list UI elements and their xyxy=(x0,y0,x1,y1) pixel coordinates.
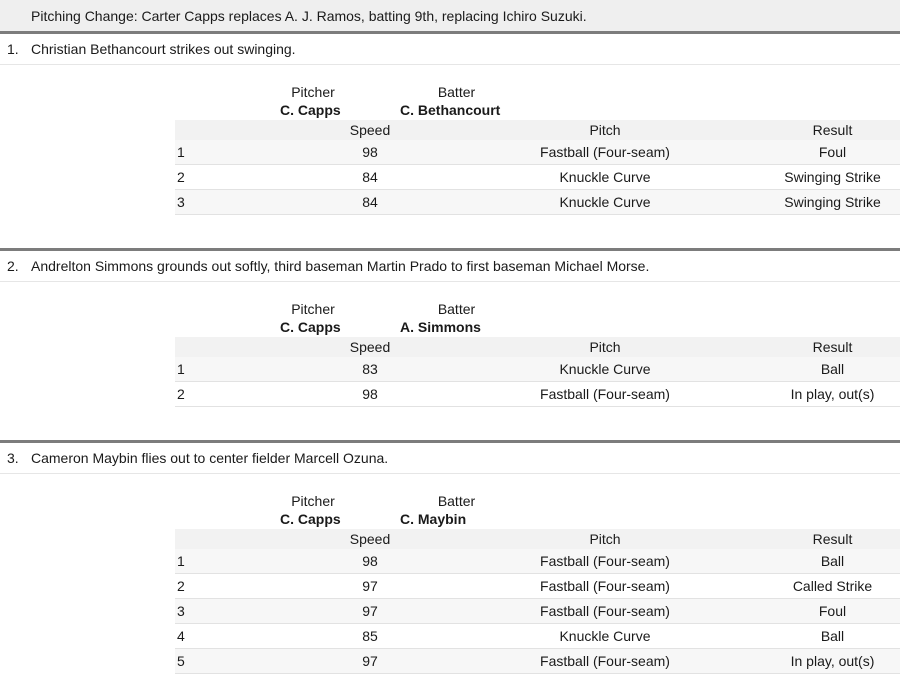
pitch-speed: 97 xyxy=(295,574,445,599)
pitch-header: Pitch xyxy=(445,120,765,140)
pitch-result: Ball xyxy=(765,357,900,382)
pitch-row xyxy=(175,357,900,382)
pitch-type: Knuckle Curve xyxy=(445,165,765,190)
pitch-speed: 84 xyxy=(295,165,445,190)
pitching-change-text: Pitching Change: Carter Capps replaces A. J. Ramos, batting 9th, replacing Ichiro Suzuki. xyxy=(31,7,587,24)
pitch-result: In play, out(s) xyxy=(765,382,900,407)
at-bat-block xyxy=(0,34,900,251)
pitcher-name: C. Capps xyxy=(280,319,341,335)
pitch-row xyxy=(175,574,900,599)
pitch-number: 2 xyxy=(175,382,295,407)
pitch-result: Swinging Strike xyxy=(765,165,900,190)
speed-header: Speed xyxy=(295,120,445,140)
batter-info xyxy=(400,83,513,120)
at-bat-description: Andrelton Simmons grounds out softly, third baseman Martin Prado to first baseman Michael Morse. xyxy=(31,258,650,274)
batter-info xyxy=(400,300,513,337)
result-header: Result xyxy=(765,120,900,140)
pitch-speed: 97 xyxy=(295,649,445,674)
pitch-type: Fastball (Four-seam) xyxy=(445,140,765,165)
batter-name: C. Maybin xyxy=(400,511,467,527)
pitch-number: 1 xyxy=(175,357,295,382)
pitch-speed: 97 xyxy=(295,599,445,624)
batter-label: Batter xyxy=(437,301,476,317)
pitch-speed: 98 xyxy=(295,382,445,407)
pitch-number-header xyxy=(175,120,295,140)
pitch-number: 2 xyxy=(175,165,295,190)
pitch-number: 1 xyxy=(175,549,295,574)
pitch-type: Fastball (Four-seam) xyxy=(445,649,765,674)
pitch-number: 5 xyxy=(175,649,295,674)
batter-info xyxy=(400,492,513,529)
pitch-number: 2 xyxy=(175,574,295,599)
batter-label: Batter xyxy=(437,84,476,100)
block-spacer xyxy=(0,407,900,440)
pitch-header: Pitch xyxy=(445,529,765,549)
pitch-result: Ball xyxy=(765,549,900,574)
pitch-result: Called Strike xyxy=(765,574,900,599)
pitcher-label: Pitcher xyxy=(291,301,335,317)
matchup xyxy=(0,492,900,529)
pitch-type: Fastball (Four-seam) xyxy=(445,574,765,599)
pitch-number-header xyxy=(175,529,295,549)
at-bat-block xyxy=(0,251,900,443)
pitch-result: Foul xyxy=(765,140,900,165)
at-bat-number: 3. xyxy=(7,450,19,466)
pitch-result: Foul xyxy=(765,599,900,624)
pitch-speed: 85 xyxy=(295,624,445,649)
pitch-speed: 98 xyxy=(295,140,445,165)
pitch-number: 4 xyxy=(175,624,295,649)
at-bat-block xyxy=(0,443,900,674)
speed-header: Speed xyxy=(295,337,445,357)
at-bat-description: Christian Bethancourt strikes out swinging. xyxy=(31,41,296,57)
result-header: Result xyxy=(765,337,900,357)
pitcher-info xyxy=(280,300,400,337)
pitch-row xyxy=(175,549,900,574)
pitcher-label: Pitcher xyxy=(291,493,335,509)
pitch-table-header xyxy=(175,337,900,357)
pitch-type: Knuckle Curve xyxy=(445,190,765,215)
pitcher-info xyxy=(280,492,400,529)
batter-name: A. Simmons xyxy=(400,319,481,335)
speed-header: Speed xyxy=(295,529,445,549)
pitch-type: Fastball (Four-seam) xyxy=(445,599,765,624)
matchup xyxy=(0,83,900,120)
pitch-speed: 84 xyxy=(295,190,445,215)
pitch-row xyxy=(175,140,900,165)
pitch-row xyxy=(175,190,900,215)
pitch-row xyxy=(175,165,900,190)
pitch-type: Fastball (Four-seam) xyxy=(445,382,765,407)
at-bat-header xyxy=(0,251,900,282)
pitch-header: Pitch xyxy=(445,337,765,357)
pitch-table-header xyxy=(175,120,900,140)
pitch-row xyxy=(175,624,900,649)
at-bat-header xyxy=(0,34,900,65)
pitch-table-header xyxy=(175,529,900,549)
pitcher-name: C. Capps xyxy=(280,102,341,118)
at-bat-number: 2. xyxy=(7,258,19,274)
pitch-result: Ball xyxy=(765,624,900,649)
at-bat-number: 1. xyxy=(7,41,19,57)
pitcher-info xyxy=(280,83,400,120)
pitch-number: 1 xyxy=(175,140,295,165)
pitch-type: Knuckle Curve xyxy=(445,357,765,382)
at-bat-list xyxy=(0,34,900,674)
result-header: Result xyxy=(765,529,900,549)
batter-label: Batter xyxy=(437,493,476,509)
pitch-speed: 83 xyxy=(295,357,445,382)
block-spacer xyxy=(0,215,900,248)
pitch-speed: 98 xyxy=(295,549,445,574)
pitch-row xyxy=(175,649,900,674)
at-bat-description: Cameron Maybin flies out to center fielder Marcell Ozuna. xyxy=(31,450,389,466)
pitch-number: 3 xyxy=(175,599,295,624)
pitch-table xyxy=(175,337,900,407)
pitch-result: Swinging Strike xyxy=(765,190,900,215)
pitch-table xyxy=(175,120,900,215)
batter-name: C. Bethancourt xyxy=(400,102,501,118)
pitch-number: 3 xyxy=(175,190,295,215)
pitcher-label: Pitcher xyxy=(291,84,335,100)
pitcher-name: C. Capps xyxy=(280,511,341,527)
pitch-number-header xyxy=(175,337,295,357)
matchup xyxy=(0,300,900,337)
pitch-type: Fastball (Four-seam) xyxy=(445,549,765,574)
pitching-change-banner xyxy=(0,0,900,34)
pitch-type: Knuckle Curve xyxy=(445,624,765,649)
pitch-result: In play, out(s) xyxy=(765,649,900,674)
pitch-table xyxy=(175,529,900,674)
pitch-row xyxy=(175,382,900,407)
pitch-row xyxy=(175,599,900,624)
at-bat-header xyxy=(0,443,900,474)
